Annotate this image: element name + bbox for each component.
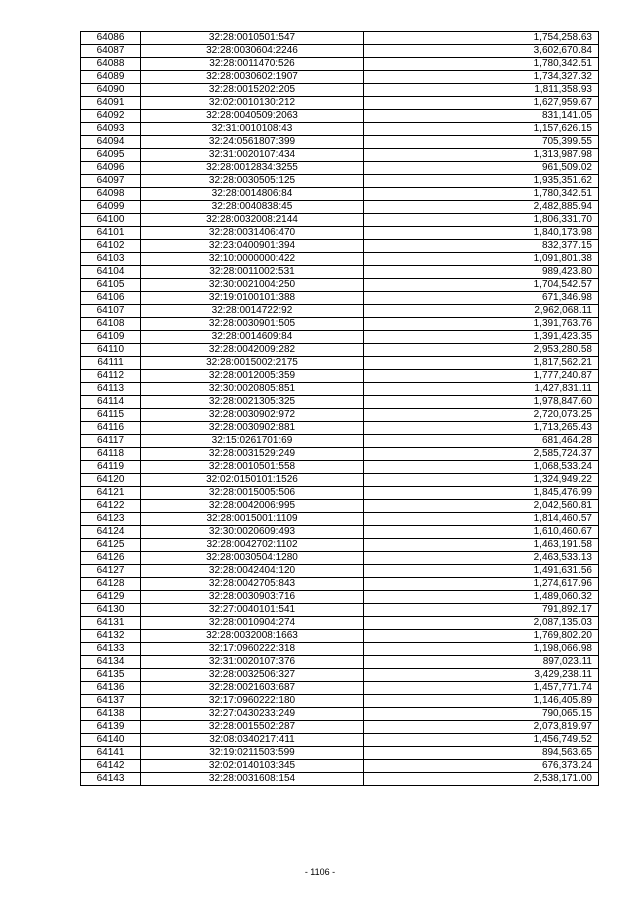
- amount-cell: 1,146,405.89: [364, 695, 599, 708]
- table-row: [81, 123, 599, 136]
- table-row: [81, 344, 599, 357]
- cadastral-number-cell: 32:28:0042009:282: [141, 344, 364, 357]
- cadastral-number-cell: 32:28:0042702:1102: [141, 539, 364, 552]
- table-row: [81, 461, 599, 474]
- row-id-cell: 64136: [81, 682, 141, 695]
- amount-cell: 897,023.11: [364, 656, 599, 669]
- row-id-cell: 64120: [81, 474, 141, 487]
- amount-cell: 2,720,073.25: [364, 409, 599, 422]
- row-id-cell: 64124: [81, 526, 141, 539]
- amount-cell: 671,346.98: [364, 292, 599, 305]
- row-id-cell: 64141: [81, 747, 141, 760]
- cadastral-number-cell: 32:19:0211503:599: [141, 747, 364, 760]
- row-id-cell: 64115: [81, 409, 141, 422]
- cadastral-number-cell: 32:24:0561807:399: [141, 136, 364, 149]
- row-id-cell: 64135: [81, 669, 141, 682]
- row-id-cell: 64137: [81, 695, 141, 708]
- table-row: [81, 526, 599, 539]
- amount-cell: 681,464.28: [364, 435, 599, 448]
- cadastral-number-cell: 32:17:0960222:318: [141, 643, 364, 656]
- cadastral-number-cell: 32:28:0015002:2175: [141, 357, 364, 370]
- row-id-cell: 64117: [81, 435, 141, 448]
- table-row: [81, 708, 599, 721]
- table-row: [81, 591, 599, 604]
- row-id-cell: 64130: [81, 604, 141, 617]
- cadastral-number-cell: 32:28:0031406:470: [141, 227, 364, 240]
- table-row: [81, 84, 599, 97]
- table-row: [81, 513, 599, 526]
- table-row: [81, 669, 599, 682]
- table-row: [81, 305, 599, 318]
- amount-cell: 2,962,068.11: [364, 305, 599, 318]
- cadastral-number-cell: 32:30:0020805:851: [141, 383, 364, 396]
- table-row: [81, 214, 599, 227]
- amount-cell: 705,399.55: [364, 136, 599, 149]
- cadastral-number-cell: 32:28:0031608:154: [141, 773, 364, 786]
- row-id-cell: 64112: [81, 370, 141, 383]
- row-id-cell: 64098: [81, 188, 141, 201]
- row-id-cell: 64125: [81, 539, 141, 552]
- amount-cell: 2,538,171.00: [364, 773, 599, 786]
- row-id-cell: 64131: [81, 617, 141, 630]
- amount-cell: 1,463,191.58: [364, 539, 599, 552]
- amount-cell: 3,602,670.84: [364, 45, 599, 58]
- row-id-cell: 64100: [81, 214, 141, 227]
- table-row: [81, 565, 599, 578]
- cadastral-number-cell: 32:10:0000000:422: [141, 253, 364, 266]
- cadastral-number-cell: 32:27:0040101:541: [141, 604, 364, 617]
- table-row: [81, 747, 599, 760]
- row-id-cell: 64087: [81, 45, 141, 58]
- cadastral-number-cell: 32:28:0014806:84: [141, 188, 364, 201]
- cadastral-number-cell: 32:31:0020107:376: [141, 656, 364, 669]
- table-row: [81, 695, 599, 708]
- cadastral-number-cell: 32:28:0014609:84: [141, 331, 364, 344]
- amount-cell: 1,840,173.98: [364, 227, 599, 240]
- table-row: [81, 448, 599, 461]
- amount-cell: 1,610,460.67: [364, 526, 599, 539]
- amount-cell: 1,935,351.62: [364, 175, 599, 188]
- cadastral-number-cell: 32:28:0010501:547: [141, 32, 364, 45]
- cadastral-number-cell: 32:15:0261701:69: [141, 435, 364, 448]
- table-row: [81, 71, 599, 84]
- amount-cell: 1,777,240.87: [364, 370, 599, 383]
- cadastral-number-cell: 32:30:0020609:493: [141, 526, 364, 539]
- cadastral-number-cell: 32:23:0400901:394: [141, 240, 364, 253]
- amount-cell: 1,068,533.24: [364, 461, 599, 474]
- amount-cell: 831,141.05: [364, 110, 599, 123]
- amount-cell: 1,817,562.21: [364, 357, 599, 370]
- table-row: [81, 578, 599, 591]
- cadastral-number-cell: 32:28:0042705:843: [141, 578, 364, 591]
- row-id-cell: 64126: [81, 552, 141, 565]
- table-row: [81, 396, 599, 409]
- amount-cell: 1,489,060.32: [364, 591, 599, 604]
- row-id-cell: 64134: [81, 656, 141, 669]
- row-id-cell: 64132: [81, 630, 141, 643]
- row-id-cell: 64139: [81, 721, 141, 734]
- row-id-cell: 64089: [81, 71, 141, 84]
- table-row: [81, 136, 599, 149]
- table-row: [81, 487, 599, 500]
- cadastral-number-cell: 32:08:0340217:411: [141, 734, 364, 747]
- table-row: [81, 175, 599, 188]
- cadastral-number-cell: 32:28:0015001:1109: [141, 513, 364, 526]
- table-row: [81, 201, 599, 214]
- amount-cell: 1,704,542.57: [364, 279, 599, 292]
- row-id-cell: 64133: [81, 643, 141, 656]
- table-row: [81, 500, 599, 513]
- cadastral-number-cell: 32:28:0010904:274: [141, 617, 364, 630]
- amount-cell: 676,373.24: [364, 760, 599, 773]
- amount-cell: 989,423.80: [364, 266, 599, 279]
- data-table: [80, 31, 599, 786]
- amount-cell: 1,769,802.20: [364, 630, 599, 643]
- amount-cell: 1,456,749.52: [364, 734, 599, 747]
- row-id-cell: 64143: [81, 773, 141, 786]
- row-id-cell: 64109: [81, 331, 141, 344]
- cadastral-number-cell: 32:28:0030903:716: [141, 591, 364, 604]
- amount-cell: 1,627,959.67: [364, 97, 599, 110]
- cadastral-number-cell: 32:28:0040509:2063: [141, 110, 364, 123]
- row-id-cell: 64123: [81, 513, 141, 526]
- row-id-cell: 64096: [81, 162, 141, 175]
- row-id-cell: 64104: [81, 266, 141, 279]
- row-id-cell: 64095: [81, 149, 141, 162]
- table-row: [81, 630, 599, 643]
- amount-cell: 1,845,476.99: [364, 487, 599, 500]
- cadastral-number-cell: 32:28:0042404:120: [141, 565, 364, 578]
- table-row: [81, 253, 599, 266]
- amount-cell: 832,377.15: [364, 240, 599, 253]
- amount-cell: 1,814,460.57: [364, 513, 599, 526]
- row-id-cell: 64086: [81, 32, 141, 45]
- cadastral-number-cell: 32:28:0030604:2246: [141, 45, 364, 58]
- table-row: [81, 721, 599, 734]
- cadastral-number-cell: 32:19:0100101:388: [141, 292, 364, 305]
- row-id-cell: 64129: [81, 591, 141, 604]
- row-id-cell: 64093: [81, 123, 141, 136]
- row-id-cell: 64122: [81, 500, 141, 513]
- table-row: [81, 149, 599, 162]
- row-id-cell: 64091: [81, 97, 141, 110]
- cadastral-number-cell: 32:27:0430233:249: [141, 708, 364, 721]
- cadastral-number-cell: 32:28:0012834:3255: [141, 162, 364, 175]
- row-id-cell: 64138: [81, 708, 141, 721]
- table-row: [81, 45, 599, 58]
- table-row: [81, 240, 599, 253]
- cadastral-number-cell: 32:28:0040838:45: [141, 201, 364, 214]
- table-row: [81, 318, 599, 331]
- row-id-cell: 64103: [81, 253, 141, 266]
- table-row: [81, 279, 599, 292]
- table-row: [81, 760, 599, 773]
- amount-cell: 2,042,560.81: [364, 500, 599, 513]
- cadastral-number-cell: 32:28:0011470:526: [141, 58, 364, 71]
- row-id-cell: 64114: [81, 396, 141, 409]
- amount-cell: 1,198,066.98: [364, 643, 599, 656]
- cadastral-number-cell: 32:17:0960222:180: [141, 695, 364, 708]
- amount-cell: 1,313,987.98: [364, 149, 599, 162]
- row-id-cell: 64102: [81, 240, 141, 253]
- table-row: [81, 370, 599, 383]
- table-row: [81, 552, 599, 565]
- cadastral-number-cell: 32:02:0150101:1526: [141, 474, 364, 487]
- amount-cell: 791,892.17: [364, 604, 599, 617]
- row-id-cell: 64097: [81, 175, 141, 188]
- table-row: [81, 383, 599, 396]
- cadastral-number-cell: 32:28:0015502:287: [141, 721, 364, 734]
- row-id-cell: 64105: [81, 279, 141, 292]
- cadastral-number-cell: 32:28:0030902:881: [141, 422, 364, 435]
- row-id-cell: 64118: [81, 448, 141, 461]
- amount-cell: 1,734,327.32: [364, 71, 599, 84]
- table-row: [81, 435, 599, 448]
- row-id-cell: 64111: [81, 357, 141, 370]
- row-id-cell: 64107: [81, 305, 141, 318]
- cadastral-number-cell: 32:28:0030901:505: [141, 318, 364, 331]
- cadastral-number-cell: 32:28:0012005:359: [141, 370, 364, 383]
- table-row: [81, 292, 599, 305]
- cadastral-number-cell: 32:28:0021603:687: [141, 682, 364, 695]
- table-row: [81, 32, 599, 45]
- row-id-cell: 64119: [81, 461, 141, 474]
- cadastral-number-cell: 32:28:0032008:2144: [141, 214, 364, 227]
- row-id-cell: 64108: [81, 318, 141, 331]
- amount-cell: 1,091,801.38: [364, 253, 599, 266]
- row-id-cell: 64088: [81, 58, 141, 71]
- row-id-cell: 64106: [81, 292, 141, 305]
- table-row: [81, 474, 599, 487]
- amount-cell: 1,427,831.11: [364, 383, 599, 396]
- table-row: [81, 539, 599, 552]
- table-row: [81, 773, 599, 786]
- cadastral-number-cell: 32:28:0011002:531: [141, 266, 364, 279]
- amount-cell: 2,073,819.97: [364, 721, 599, 734]
- table-body: [81, 32, 599, 786]
- table-row: [81, 422, 599, 435]
- row-id-cell: 64142: [81, 760, 141, 773]
- cadastral-number-cell: 32:28:0031529:249: [141, 448, 364, 461]
- row-id-cell: 64110: [81, 344, 141, 357]
- amount-cell: 1,806,331.70: [364, 214, 599, 227]
- cadastral-number-cell: 32:31:0020107:434: [141, 149, 364, 162]
- cadastral-number-cell: 32:28:0032008:1663: [141, 630, 364, 643]
- amount-cell: 1,391,423.35: [364, 331, 599, 344]
- cadastral-number-cell: 32:30:0021004:250: [141, 279, 364, 292]
- cadastral-number-cell: 32:28:0042006:995: [141, 500, 364, 513]
- table-row: [81, 188, 599, 201]
- amount-cell: 1,780,342.51: [364, 58, 599, 71]
- amount-cell: 790,065.15: [364, 708, 599, 721]
- table-row: [81, 734, 599, 747]
- cadastral-number-cell: 32:28:0014722:92: [141, 305, 364, 318]
- row-id-cell: 64128: [81, 578, 141, 591]
- table-row: [81, 643, 599, 656]
- table-row: [81, 604, 599, 617]
- row-id-cell: 64127: [81, 565, 141, 578]
- cadastral-number-cell: 32:02:0140103:345: [141, 760, 364, 773]
- amount-cell: 2,087,135.03: [364, 617, 599, 630]
- amount-cell: 1,780,342.51: [364, 188, 599, 201]
- row-id-cell: 64121: [81, 487, 141, 500]
- cadastral-number-cell: 32:28:0030504:1280: [141, 552, 364, 565]
- table-row: [81, 656, 599, 669]
- table-row: [81, 266, 599, 279]
- row-id-cell: 64099: [81, 201, 141, 214]
- row-id-cell: 64094: [81, 136, 141, 149]
- table-row: [81, 110, 599, 123]
- row-id-cell: 64092: [81, 110, 141, 123]
- cadastral-number-cell: 32:28:0032506:327: [141, 669, 364, 682]
- table-row: [81, 357, 599, 370]
- cadastral-number-cell: 32:28:0010501:558: [141, 461, 364, 474]
- cadastral-number-cell: 32:28:0015005:506: [141, 487, 364, 500]
- cadastral-number-cell: 32:28:0030902:972: [141, 409, 364, 422]
- table-row: [81, 682, 599, 695]
- table-row: [81, 58, 599, 71]
- row-id-cell: 64113: [81, 383, 141, 396]
- row-id-cell: 64101: [81, 227, 141, 240]
- amount-cell: 894,563.65: [364, 747, 599, 760]
- cadastral-number-cell: 32:31:0010108:43: [141, 123, 364, 136]
- amount-cell: 1,157,626.15: [364, 123, 599, 136]
- amount-cell: 2,463,533.13: [364, 552, 599, 565]
- table-row: [81, 227, 599, 240]
- cadastral-number-cell: 32:28:0030602:1907: [141, 71, 364, 84]
- row-id-cell: 64090: [81, 84, 141, 97]
- cadastral-number-cell: 32:28:0015202:205: [141, 84, 364, 97]
- page-number: - 1106 -: [304, 867, 336, 877]
- row-id-cell: 64116: [81, 422, 141, 435]
- amount-cell: 2,953,280.58: [364, 344, 599, 357]
- amount-cell: 1,491,631.56: [364, 565, 599, 578]
- table-row: [81, 331, 599, 344]
- table-row: [81, 617, 599, 630]
- table-row: [81, 97, 599, 110]
- amount-cell: 1,324,949.22: [364, 474, 599, 487]
- table-row: [81, 409, 599, 422]
- amount-cell: 961,509.02: [364, 162, 599, 175]
- amount-cell: 2,482,885.94: [364, 201, 599, 214]
- amount-cell: 1,978,847.60: [364, 396, 599, 409]
- amount-cell: 3,429,238.11: [364, 669, 599, 682]
- cadastral-number-cell: 32:28:0030505:125: [141, 175, 364, 188]
- amount-cell: 1,391,763.76: [364, 318, 599, 331]
- cadastral-number-cell: 32:02:0010130:212: [141, 97, 364, 110]
- amount-cell: 1,274,617.96: [364, 578, 599, 591]
- amount-cell: 2,585,724.37: [364, 448, 599, 461]
- amount-cell: 1,754,258.63: [364, 32, 599, 45]
- amount-cell: 1,811,358.93: [364, 84, 599, 97]
- table-row: [81, 162, 599, 175]
- amount-cell: 1,713,265.43: [364, 422, 599, 435]
- row-id-cell: 64140: [81, 734, 141, 747]
- amount-cell: 1,457,771.74: [364, 682, 599, 695]
- cadastral-number-cell: 32:28:0021305:325: [141, 396, 364, 409]
